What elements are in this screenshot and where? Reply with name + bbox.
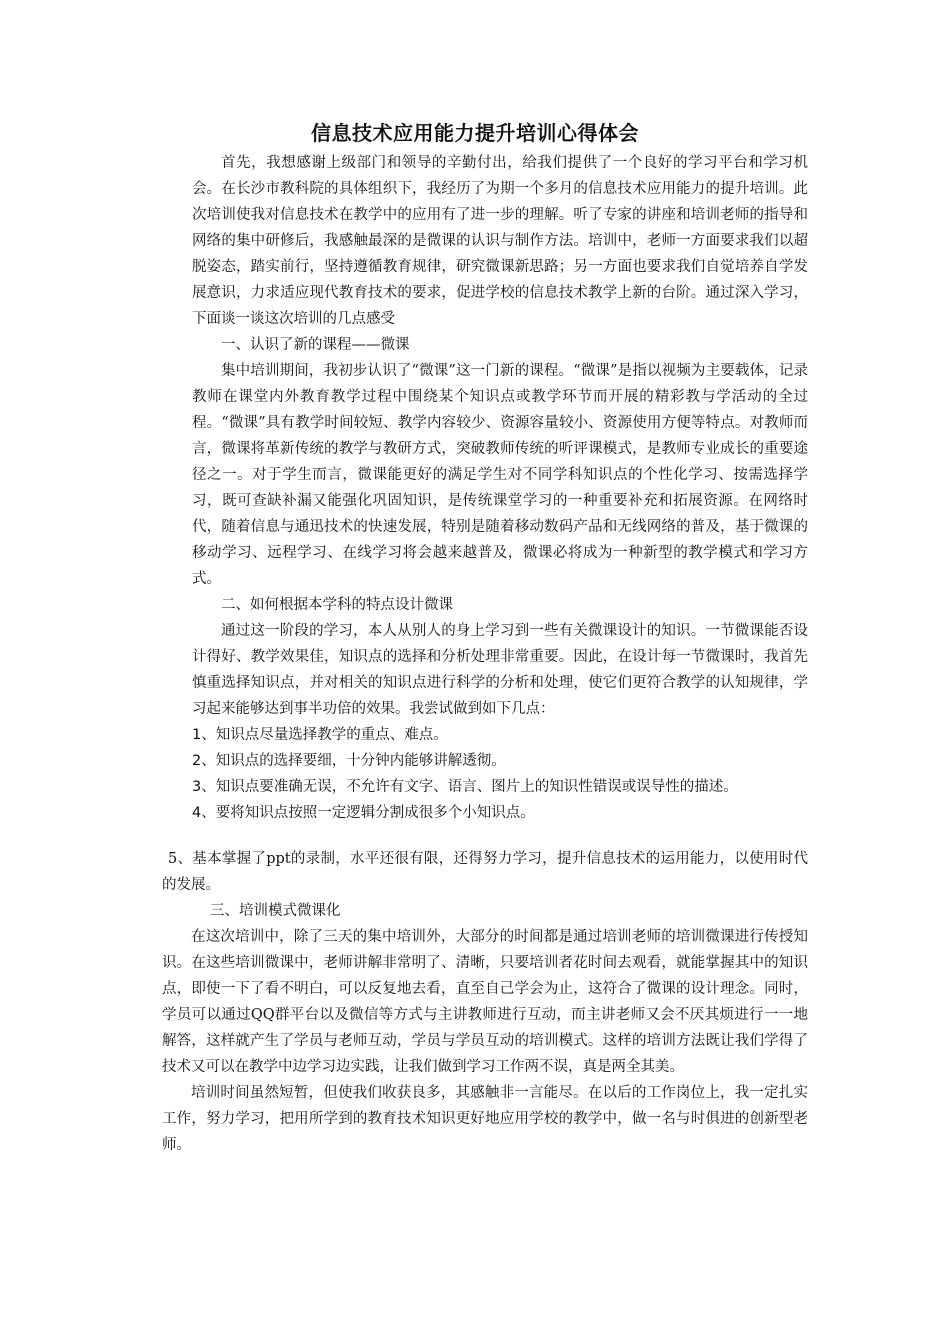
section-1-heading: 一、认识了新的课程——微课 — [221, 337, 410, 353]
conclusion-paragraph: 培训时间虽然短暂，但使我们收获良多，其感触非一言能尽。在以后的工作岗位上，我一定扎实工作，努力学习，把用所学到的教育技术知识更好地应用学校的教学中，做一名与时俱进的创新型老师。 — [162, 1085, 808, 1153]
list-item-4: 4、要将知识点按照一定逻辑分割成很多个小知识点。 — [192, 805, 535, 821]
intro-block — [192, 150, 808, 826]
list-item-2: 2、知识点的选择要细，十分钟内能够讲解透彻。 — [192, 753, 506, 769]
section-1-paragraph: 集中培训期间，我初步认识了“微课”这一门新的课程。“微课”是指以视频为主要载体，记录教师在课堂内外教育教学过程中围绕某个知识点或教学环节而开展的精彩教与学活动的全过程。“微课”具有教学时间较短、教学内容较少、资源容量较小、资源使用方便等特点。对教师而言，微课将革新传统的教学与教研方式，突破教师传统的听评课模式，是教师专业成长的重要途径之一。对于学生而言，微课能更好的满足学生对不同学科知识点的个性化学习、按需选择学习，既可查缺补漏又能强化巩固知识，是传统课堂学习的一种重要补充和拓展资源。在网络时代，随着信息与通迅技术的快速发展，特别是随着移动数码产品和无线网络的普及，基于微课的移动学习、远程学习、在线学习将会越来越普及，微课必将成为一种新型的教学模式和学习方式。 — [192, 363, 808, 587]
document-title: 信息技术应用能力提升培训心得体会 — [311, 121, 639, 145]
section-3-paragraph: 在这次培训中，除了三天的集中培训外，大部分的时间都是通过培训老师的培训微课进行传授知识。在这些培训微课中，老师讲解非常明了、清晰，只要培训者花时间去观看，就能掌握其中的知识点，即使一下了看不明白，可以反复地去看，直至自己学会为止，这符合了微课的设计理念。同时，学员可以通过QQ群平台以及微信等方式与主讲教师进行互动，而主讲老师又会不厌其烦进行一一地解答，这样就产生了学员与老师互动，学员与学员互动的培训模式。这样的培训方法既让我们学得了技术又可以在教学中边学习边实践，让我们做到学习工作两不误，真是两全其美。 — [162, 929, 808, 1075]
list-item-3: 3、知识点要准确无误，不允许有文字、语言、图片上的知识性错误或误导性的描述。 — [192, 779, 738, 795]
intro-paragraph: 首先，我想感谢上级部门和领导的辛勤付出，给我们提供了一个良好的学习平台和学习机会。在长沙市教科院的具体组织下，我经历了为期一个多月的信息技术应用能力的提升培训。此次培训使我对信息技术在教学中的应用有了进一步的理解。听了专家的讲座和培训老师的指导和网络的集中研修后，我感触最深的是微课的认识与制作方法。培训中，老师一方面要求我们以超脱姿态，踏实前行，坚持遵循教育规律，研究微课新思路；另一方面也要求我们自觉培养自学发展意识，力求适应现代教育技术的要求，促进学校的信息技术教学上新的台阶。通过深入学习，下面谈一谈这次培训的几点感受 — [192, 155, 808, 327]
list-item-1: 1、知识点尽量选择教学的重点、难点。 — [192, 727, 448, 743]
section-2-heading: 二、如何根据本学科的特点设计微课 — [221, 597, 453, 613]
section-3-heading: 三、培训模式微课化 — [210, 903, 341, 919]
section-2-paragraph: 通过这一阶段的学习，本人从别人的身上学习到一些有关微课设计的知识。一节微课能否设计得好、教学效果佳，知识点的选择和分析处理非常重要。因此，在设计每一节微课时，我首先慎重选择知识点，并对相关的知识点进行科学的分析和处理，使它们更符合教学的认知规律，学习起来能够达到事半功倍的效果。我尝试做到如下几点： — [192, 623, 808, 717]
second-block — [162, 846, 808, 1158]
list-item-5: 5、基本掌握了ppt的录制，水平还很有限，还得努力学习，提升信息技术的运用能力，以使用时代的发展。 — [162, 851, 808, 893]
